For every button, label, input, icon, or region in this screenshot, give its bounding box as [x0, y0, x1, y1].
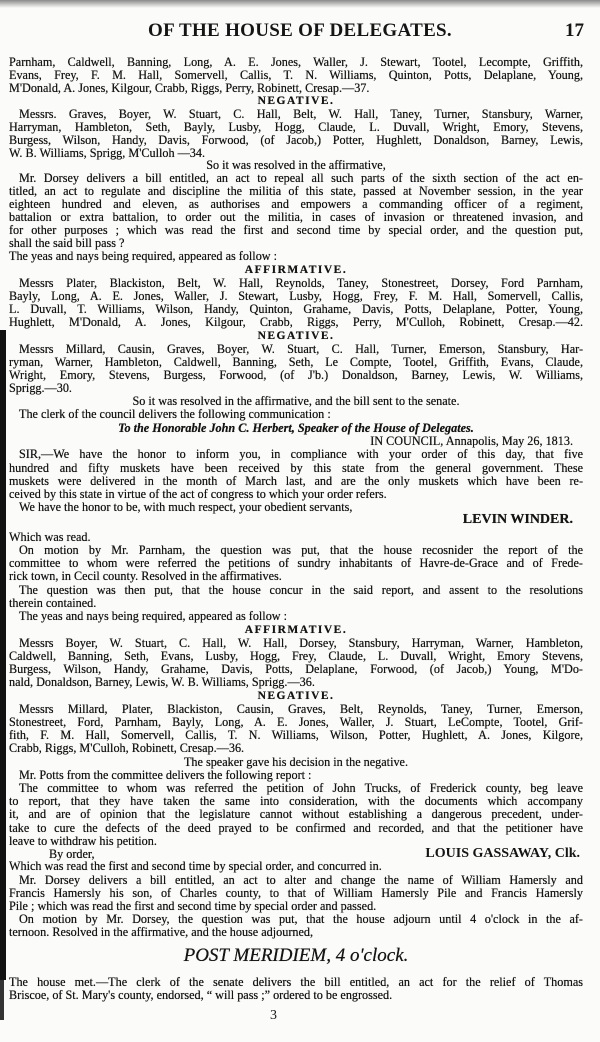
text-line: Parnham, Caldwell, Banning, Long, A. E. Jones, Waller, J. Stewart, Tootel, Lecompte, Griffith,: [9, 55, 583, 69]
text-line: rick town, in Cecil county. Resolved in the affirmatives.: [9, 569, 282, 583]
text-line: On motion by Mr. Parnham, the question was put, that the house recosnider the report of the: [19, 543, 583, 557]
text-line: W. B. Williams, Sprigg, M'Culloh —34.: [9, 146, 206, 160]
text-line: Evans, Frey, F. M. Hall, Somervell, Callis, T. N. Williams, Quinton, Potts, Delaplane, Young,: [9, 68, 583, 82]
text-line: for other purposes ; which was read the first and second time by special order, and the question put,: [9, 223, 583, 237]
text-line: take to cure the defects of the deed prayed to be confirmed and recorded, and that the petitioner have: [9, 821, 583, 835]
text-line: Crabb, Riggs, M'Culloh, Robinett, Cresap.—36.: [9, 741, 245, 755]
text-line: Wright, Emory, Stevens, Burgess, Forwood, (of J'b.) Donaldson, Barney, Lewis, W. Williams,: [9, 368, 583, 382]
text-line: Messrs. Graves, Boyer, W. Stuart, C. Hall, Belt, W. Hall, Taney, Turner, Stansbury, Warner,: [19, 107, 583, 121]
text-line: Which was read the first and second time by special order, and concurred in.: [9, 859, 382, 873]
vote-heading: NEGATIVE.: [257, 330, 335, 342]
text-line: Briscoe, of St. Mary's county, endorsed, “ will pass ;” ordered to be engrossed.: [9, 988, 393, 1002]
text-line: Messrs Plater, Blackiston, Belt, W. Hall, Reynolds, Taney, Stonestreet, Dorsey, Ford Parnham,: [19, 276, 583, 290]
text-line: to report, that they have taken the same into consideration, with the documents which accompany: [9, 794, 583, 808]
text-line: The question was then put, that the house concur in the said report, and assent to the resolutions: [19, 583, 583, 597]
text-line: Which was read.: [9, 530, 91, 544]
vote-heading: NEGATIVE.: [257, 95, 335, 107]
clerk-signature: LOUIS GASSAWAY, Clk.: [425, 846, 580, 861]
text-line: nald, Donaldson, Barney, Lewis, W. B. Williams, Sprigg.—36.: [9, 675, 315, 689]
text-line: We have the honor to be, with much respect, your obedient servants,: [19, 500, 353, 514]
text-line: The house met.—The clerk of the senate delivers the bill entitled, an act for the relief of Thomas: [9, 975, 583, 989]
scan-left-edge: [0, 330, 6, 980]
text-line: The committee to whom was referred the petition of John Trucks, of Frederick county, beg leave: [19, 781, 583, 795]
text-line: Messrs Millard, Plater, Blackiston, Causin, Graves, Belt, Reynolds, Taney, Turner, Emerson,: [19, 702, 583, 716]
text-line: Francis Hamersly his son, of Charles county, to that of William Hamersly Pile and Francis Hamersly: [9, 886, 583, 900]
text-line: Sprigg.—30.: [9, 381, 72, 395]
page-number: 17: [565, 20, 584, 41]
text-line: The yeas and nays being required, appeared as follow :: [19, 609, 288, 623]
text-line: To the Honorable John C. Herbert, Speaker of the House of Delegates.: [118, 421, 474, 435]
text-line: Stonestreet, Ford, Parnham, Bayly, Long, A. E. Jones, Waller, J. Stuart, LeCompte, Tootel, Grif-: [9, 715, 583, 729]
text-line: ceived by this state in virtue of the act of congress to which your order refers.: [9, 487, 387, 501]
text-line: ryman, Warner, Hambleton, Caldwell, Banning, Seth, Le Compte, Tootel, Griffith, Evans, Claude,: [9, 355, 583, 369]
text-line: On motion by Mr. Dorsey, the question was put, that the house adjourn until 4 o'clock in the af-: [19, 912, 583, 926]
text-line: Mr. Dorsey delivers a bill entitled, an act to alter and change the name of William Hamersly and: [19, 873, 583, 887]
text-line: SIR,—We have the honor to inform you, in compliance with your order of this day, that five: [19, 447, 583, 461]
text-line: Harryman, Hambleton, Seth, Bayly, Lusby, Hogg, Claude, L. Duvall, Wright, Emory, Stevens,: [9, 120, 583, 134]
text-line: ternoon. Resolved in the affirmative, and the house adjourned,: [9, 925, 314, 939]
text-line: LEVIN WINDER.: [462, 512, 573, 527]
text-line: M'Donald, A. Jones, Kilgour, Crabb, Riggs, Perry, Robinett, Cresap.—37.: [9, 81, 370, 95]
text-line: The clerk of the council delivers the following communication :: [19, 407, 331, 421]
vote-heading: AFFIRMATIVE.: [244, 264, 348, 276]
text-line: The yeas and nays being required, appeared as follow :: [9, 249, 278, 263]
text-line: Pile ; which was read the first and second time by special order and passed.: [9, 899, 377, 913]
text-line: Mr. Potts from the committee delivers the following report :: [19, 768, 312, 782]
section-heading: POST MERIDIEM, 4 o'clock.: [183, 945, 409, 966]
text-line: hundred and fifty muskets have been received by this state from the general government. These: [9, 461, 583, 475]
text-line: eighteen hundred and eleven, as authorises and empowers a commanding officer of a regiment,: [9, 197, 583, 211]
page-title: OF THE HOUSE OF DELEGATES.: [148, 20, 452, 41]
signature-mark: 3: [270, 1008, 277, 1023]
text-line: fith, F. M. Hall, Somervell, Callis, T. N. Williams, Wilson, Potter, Hughlett, A. Jones, Kilgore,: [9, 728, 583, 742]
text-line: Bayly, Long, A. E. Jones, Waller, J. Stewart, Lusby, Hogg, Frey, F. M. Hall, Somervell, Callis,: [9, 289, 583, 303]
text-line: IN COUNCIL, Annapolis, May 26, 1813.: [370, 434, 573, 448]
text-line: L. Duvall, T. Williams, Wilson, Handy, Quinton, Grahame, Davis, Potts, Delaplane, Potter, Young,: [9, 302, 583, 316]
text-line: Messrs Millard, Causin, Graves, Boyer, W. Stuart, C. Hall, Turner, Emerson, Stansbury, Har-: [19, 342, 583, 356]
text-line: therein contained.: [9, 596, 97, 610]
text-line: leave to withdraw his petition.: [9, 834, 157, 848]
text-line: Burgess, Wilson, Handy, Davis, Forwood, (of Jacob,) Potter, Hughlett, Donaldson, Barney, Lewis,: [9, 133, 583, 147]
vote-heading: NEGATIVE.: [257, 690, 335, 702]
text-line: Hughlett, M'Donald, A. Jones, Kilgour, Crabb, Riggs, Perry, M'Culloh, Robinett, Cresap.—42.: [9, 315, 583, 329]
text-line: battalion or extra battalion, to order out the militia, in cases of invasion or threatened invasion, and: [9, 210, 583, 224]
text-line: So it was resolved in the affirmative, and the bill sent to the senate.: [132, 394, 460, 408]
vote-heading: AFFIRMATIVE.: [244, 624, 348, 636]
scan-left-edge-lower: [0, 980, 4, 1020]
text-line: committee to whom were referred the petitions of sundry inhabitants of Havre-de-Grace and of Frede-: [9, 556, 583, 570]
text-line: it, and are of opinion that the legislature cannot without establishing a dangerous precedent, under-: [9, 807, 583, 821]
text-line: titled, an act to regulate and discipline the militia of this state, passed at November session, in the year: [9, 184, 583, 198]
text-line: The speaker gave his decision in the negative.: [183, 755, 409, 769]
text-line: By order,: [49, 847, 95, 861]
text-line: Messrs Boyer, W. Stuart, C. Hall, W. Hall, Dorsey, Stansbury, Harryman, Warner, Hambleton,: [19, 636, 583, 650]
scan-top-edge: [0, 0, 600, 8]
text-line: shall the said bill pass ?: [9, 236, 125, 250]
text-line: Burgess, Wilson, Handy, Grahame, Davis, Potts, Delaplane, Forwood, (of Jacob,) Young, M'Do-: [9, 662, 583, 676]
text-line: So it was resolved in the affirmative,: [206, 158, 386, 172]
text-line: Caldwell, Banning, Seth, Evans, Lusby, Hogg, Frey, Claude, L. Duvall, Wright, Emory Stevens,: [9, 649, 583, 663]
text-line: Mr. Dorsey delivers a bill entitled, an act to repeal all such parts of the sixth section of the act en-: [19, 171, 583, 185]
text-line: muskets were delivered in the month of March last, and are the only muskets which have been re-: [9, 474, 583, 488]
